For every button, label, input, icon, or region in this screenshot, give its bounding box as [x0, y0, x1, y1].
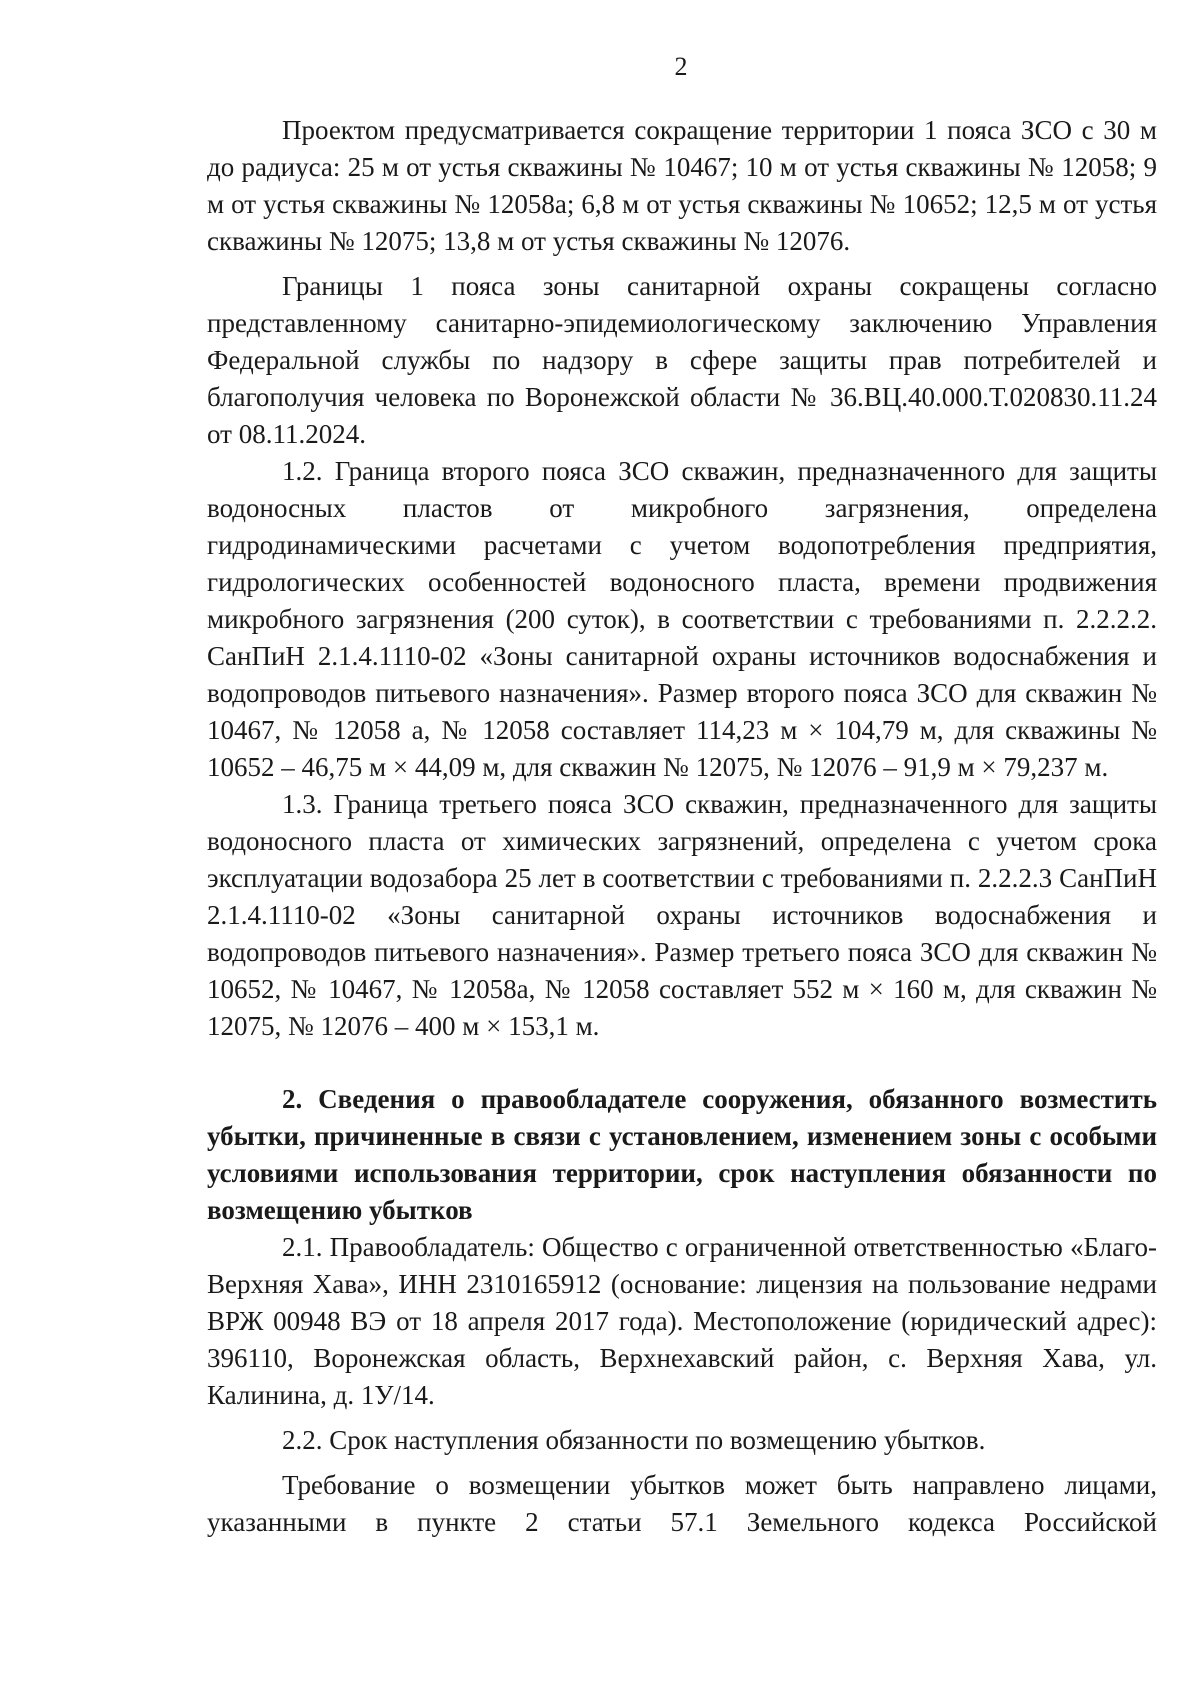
- paragraph-compensation-claim: Требование о возмещении убытков может быть направлено лицами, указанными в пункте 2 статьи 57.1 Земельного кодекса Российской: [207, 1470, 1157, 1537]
- paragraph-compensation-term: 2.2. Срок наступления обязанности по возмещению убытков.: [282, 1425, 986, 1455]
- document-body: [207, 112, 1157, 1541]
- paragraph-zone3-boundary: 1.3. Граница третьего пояса ЗСО скважин, предназначенного для защиты водоносного пласта от химических загрязнений, определена с учетом срока эксплуатации водозабора 25 лет в соответствии с требованиями п. 2.2.2.3 СанПиН 2.1.4.1110-02 «Зоны санитарной охраны источников водоснабжения и водопроводов питьевого назначения». Размер третьего пояса ЗСО для скважин № 10652, № 10467, № 12058а, № 12058 составляет 552 м × 160 м, для скважин № 12075, № 12076 – 400 м × 153,1 м.: [207, 789, 1157, 1041]
- section-heading-2: 2. Сведения о правообладателе сооружения, обязанного возместить убытки, причиненные в связи с установлением, изменением зоны с особыми условиями использования территории, срок наступления обязанности по возмещению убытков: [207, 1084, 1157, 1225]
- paragraph-zone1-boundaries: Границы 1 пояса зоны санитарной охраны сокращены согласно представленному санитарно-эпидемиологическому заключению Управления Федеральной службы по надзору в сфере защиты прав потребителей и благополучия человека по Воронежской области № 36.ВЦ.40.000.Т.020830.11.24 от 08.11.2024.: [207, 271, 1157, 449]
- paragraph-zone1-reduction: Проектом предусматривается сокращение территории 1 пояса ЗСО с 30 м до радиуса: 25 м от устья скважины № 10467; 10 м от устья скважины № 12058; 9 м от устья скважины № 12058а; 6,8 м от устья скважины № 10652; 12,5 м от устья скважины № 12075; 13,8 м от устья скважины № 12076.: [207, 115, 1157, 256]
- paragraph-rights-holder: 2.1. Правообладатель: Общество с ограниченной ответственностью «Благо-Верхняя Хава», ИНН 2310165912 (основание: лицензия на пользование недрами ВРЖ 00948 ВЭ от 18 апреля 2017 года). Местоположение (юридический адрес): 396110, Воронежская область, Верхнехавский район, с. Верхняя Хава, ул. Калинина, д. 1У/14.: [207, 1232, 1157, 1410]
- paragraph-zone2-boundary: 1.2. Граница второго пояса ЗСО скважин, предназначенного для защиты водоносных пластов от микробного загрязнения, определена гидродинамическими расчетами с учетом водопотребления предприятия, гидрологических особенностей водоносного пласта, времени продвижения микробного загрязнения (200 суток), в соответствии с требованиями п. 2.2.2.2. СанПиН 2.1.4.1110-02 «Зоны санитарной охраны источников водоснабжения и водопроводов питьевого назначения». Размер второго пояса ЗСО для скважин № 10467, № 12058 а, № 12058 составляет 114,23 м × 104,79 м, для скважины № 10652 – 46,75 м × 44,09 м, для скважин № 12075, № 12076 – 91,9 м × 79,237 м.: [207, 456, 1157, 782]
- page-number: 2: [674, 52, 688, 81]
